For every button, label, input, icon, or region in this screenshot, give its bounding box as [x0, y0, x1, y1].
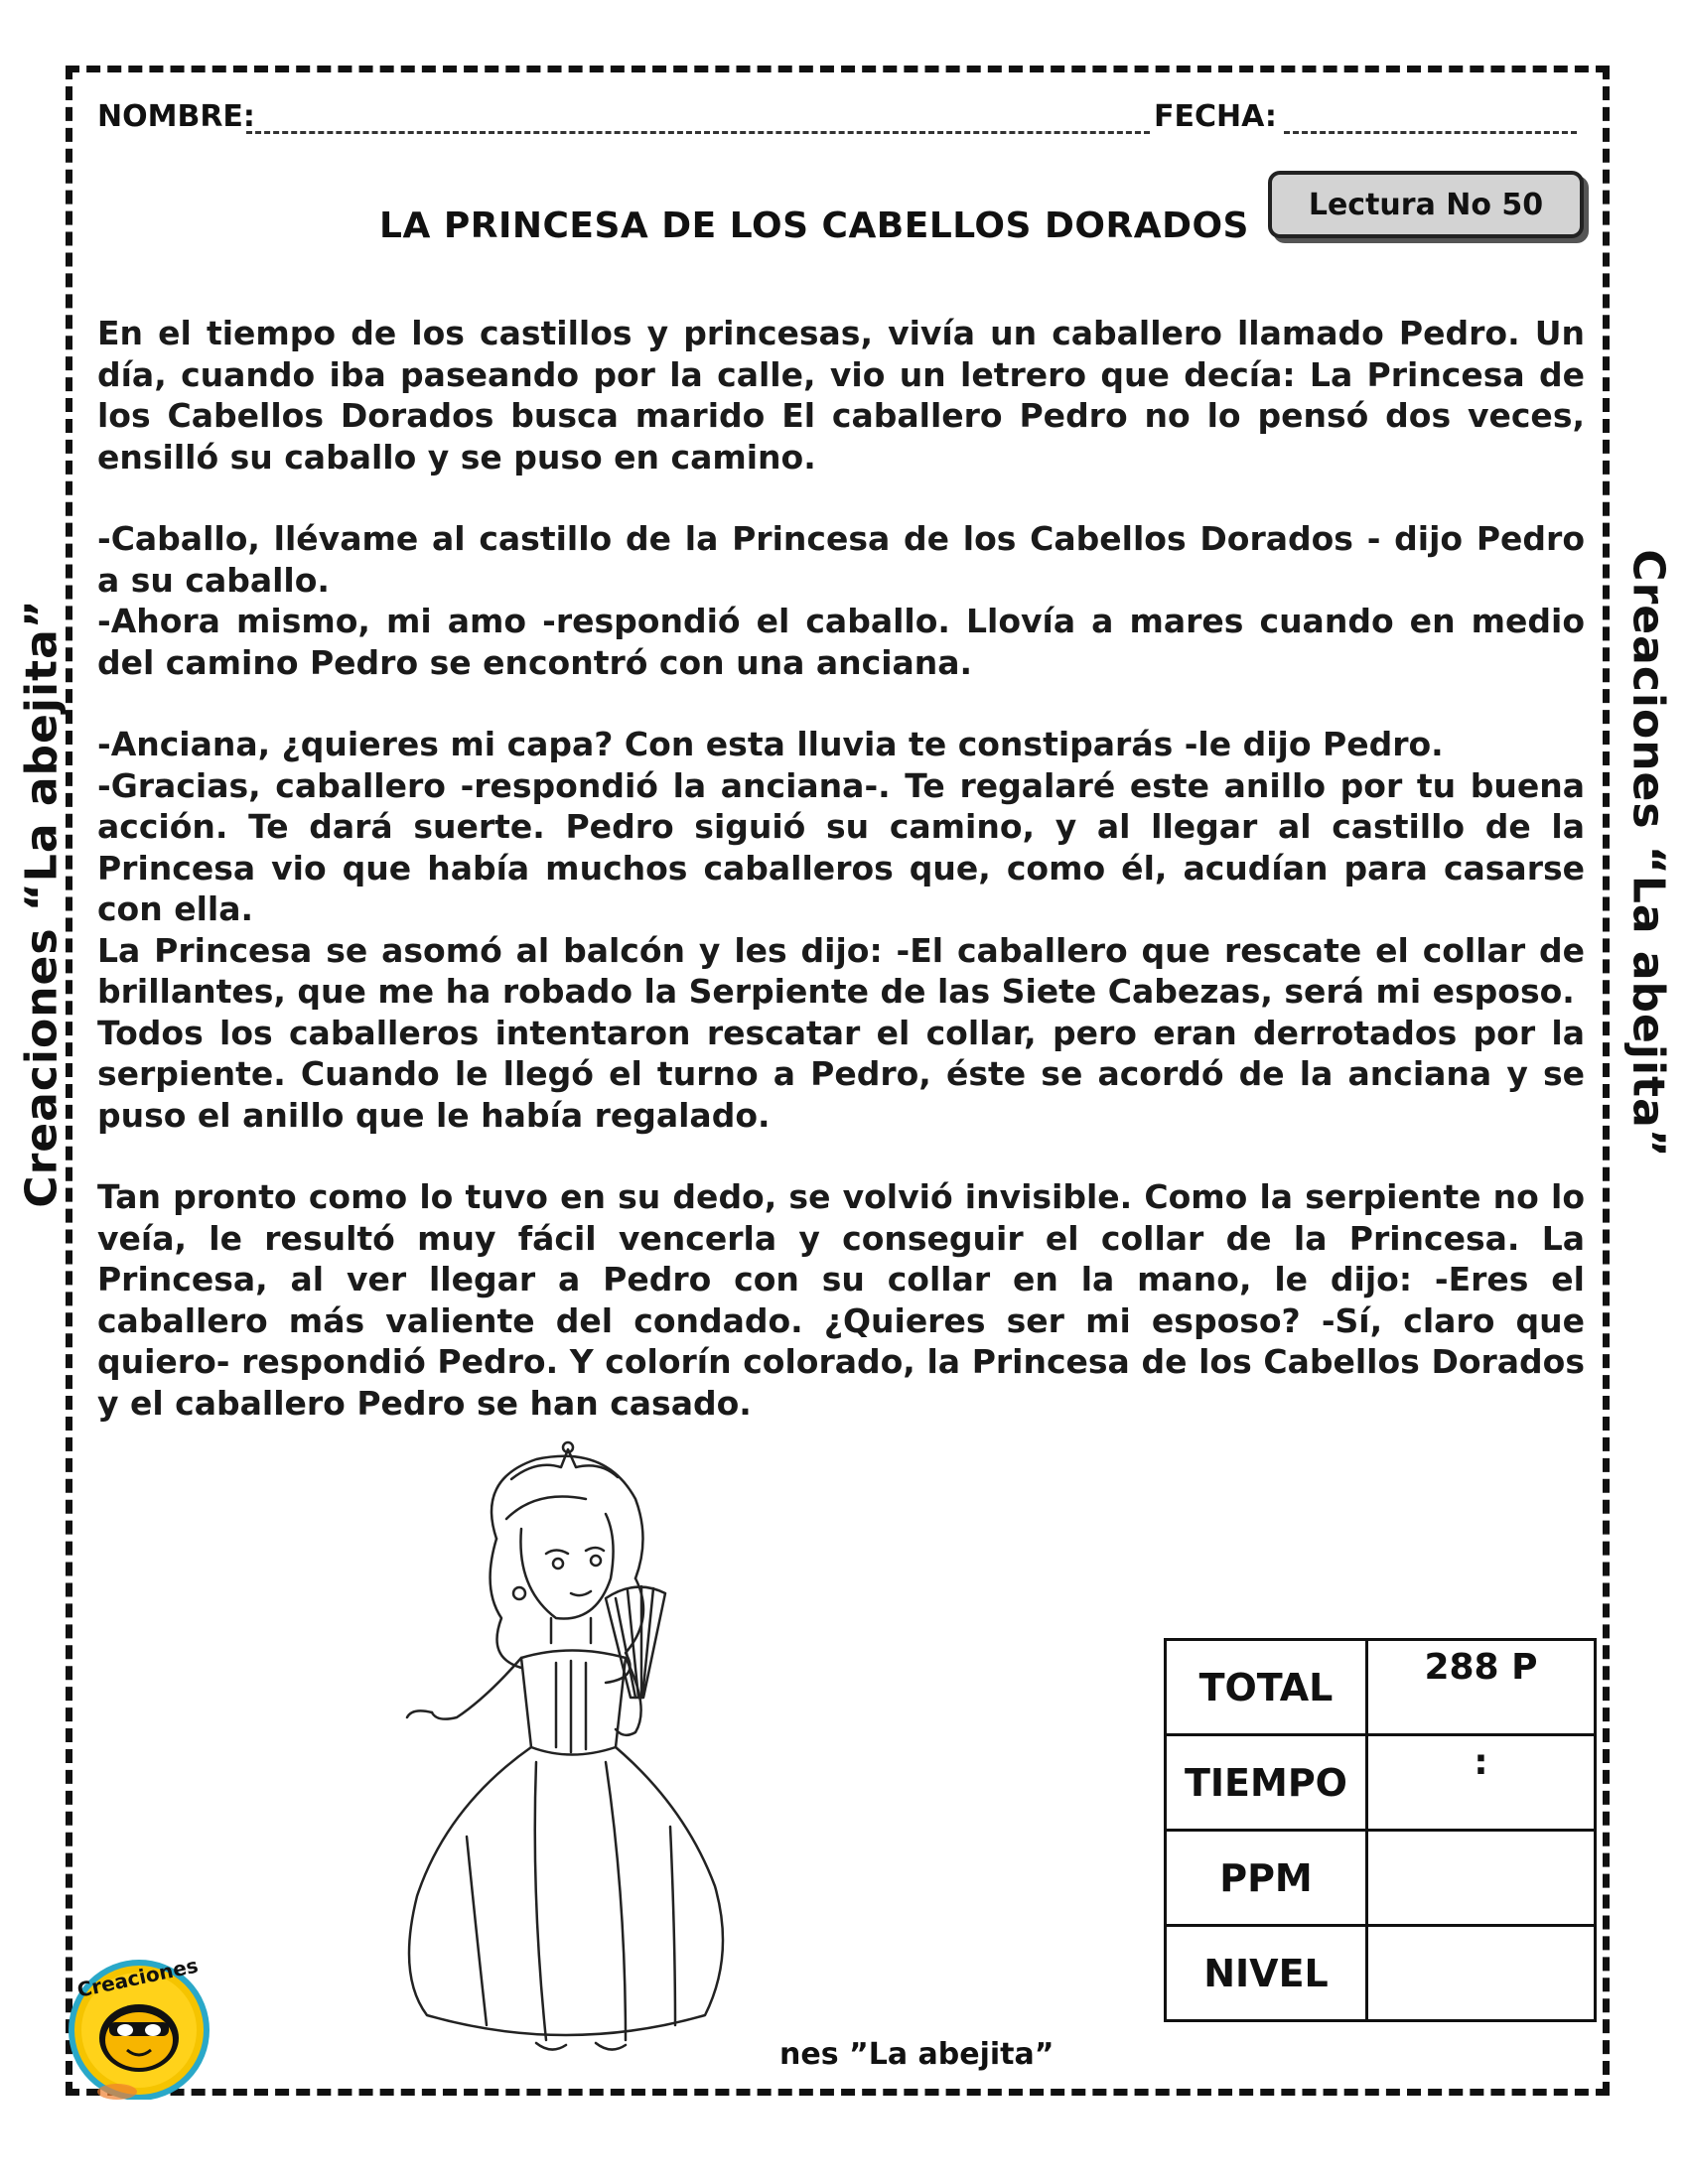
score-table	[1164, 1638, 1597, 2022]
lectura-badge: Lectura No 50	[1268, 171, 1584, 238]
story-p3-line-3: La Princesa se asomó al balcón y les dijo: -El caballero que rescate el collar de brillantes, que me ha robado la Serpiente de las Siete Cabezas, será mi esposo.	[97, 930, 1585, 1011]
logo-text: Creaciones	[74, 1953, 201, 2002]
table-row	[1166, 1735, 1596, 1831]
header-row	[97, 99, 1587, 139]
table-row	[1166, 1640, 1596, 1735]
score-label: TOTAL	[1166, 1640, 1367, 1735]
story-p2-line-1: -Caballo, llévame al castillo de la Princesa de los Cabellos Dorados - dijo Pedro a su caballo.	[97, 519, 1585, 600]
fecha-label: FECHA:	[1154, 99, 1277, 134]
story-p1-text-b: El caballero Pedro no lo pensó dos veces, ensilló su caballo y se puso en camino.	[97, 396, 1585, 477]
score-value[interactable]: :	[1367, 1735, 1596, 1831]
fecha-field[interactable]	[1284, 131, 1577, 134]
score-label: TIEMPO	[1166, 1735, 1367, 1831]
score-value[interactable]	[1367, 1926, 1596, 2021]
story-p3-line-2: -Gracias, caballero -respondió la anciana-. Te regalaré este anillo por tu buena acción. Te dará suerte. Pedro siguió su camino, y al llegar al castillo de la Princesa vio que había muchos caballeros que, como él, acudían para casarse con ella.	[97, 765, 1585, 928]
story-paragraph-4: Tan pronto como lo tuvo en su dedo, se volvió invisible. Como la serpiente no lo veía, le resultó muy fácil vencerla y conseguir el collar de la Princesa. La Princesa, al ver llegar a Pedro con su collar en la mano, le dijo: -Eres el caballero más valiente del condado. ¿Quieres ser mi esposo? -Sí, claro que quiero- respondió Pedro. Y colorín colorado, la Princesa de los Cabellos Dorados y el caballero Pedro se han casado.	[97, 1177, 1585, 1423]
nombre-field[interactable]	[246, 131, 1150, 134]
bee-logo-icon	[58, 1951, 221, 2100]
story-p3-line-1: -Anciana, ¿quieres mi capa? Con esta lluvia te constiparás -le dijo Pedro.	[97, 725, 1444, 763]
page-title: LA PRINCESA DE LOS CABELLOS DORADOS	[379, 205, 1249, 246]
side-watermark-left: Creaciones “La abejita”	[16, 599, 68, 1208]
story-p2-line-2: -Ahora mismo, mi amo -respondió el caballo. Llovía a mares cuando en medio del camino Pedro se encontró con una anciana.	[97, 602, 1585, 682]
story-p3-line-4: Todos los caballeros intentaron rescatar el collar, pero eran derrotados por la serpiente. Cuando le llegó el turno a Pedro, éste se acordó de la anciana y se puso el anillo que le había regalado.	[97, 1013, 1585, 1135]
score-label: NIVEL	[1166, 1926, 1367, 2021]
story-paragraph-1	[97, 313, 1585, 478]
story-p1-bold: Cabellos Dorados busca marido	[167, 396, 766, 435]
side-watermark-right: Creaciones “La abejita”	[1622, 549, 1674, 1159]
score-value[interactable]: 288 P	[1367, 1640, 1596, 1735]
score-label: PPM	[1166, 1831, 1367, 1926]
story-p1-text-a: En el tiempo de los castillos y princesas, vivía un caballero llamado Pedro. Un día, cuando iba paseando por la calle, vio un letrero que decía: La Princesa de los	[97, 314, 1585, 435]
score-value[interactable]	[1367, 1831, 1596, 1926]
princess-illustration	[308, 1420, 824, 2055]
table-row	[1166, 1831, 1596, 1926]
story-text	[97, 313, 1585, 1424]
nombre-label: NOMBRE:	[97, 99, 255, 134]
table-row	[1166, 1926, 1596, 2021]
footer-text: nes ”La abejita”	[779, 2037, 1055, 2072]
